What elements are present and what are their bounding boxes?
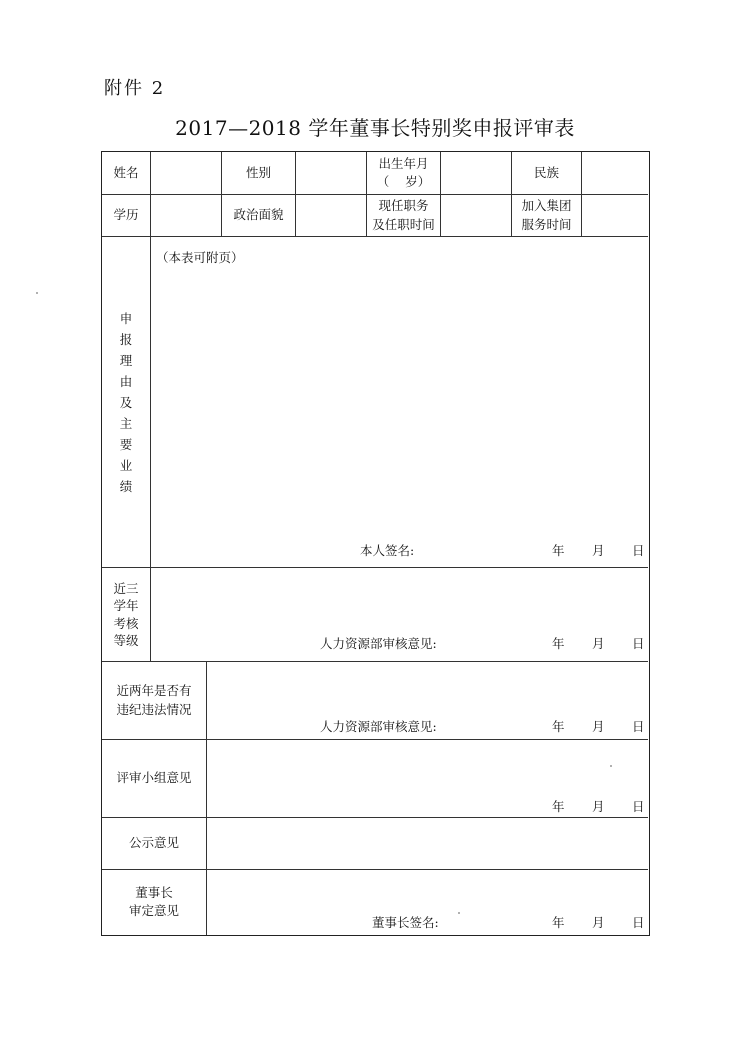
reason-label-char: 报 xyxy=(119,331,133,347)
date-year: 年 xyxy=(552,543,565,558)
discipline-label-line2: 违纪违法情况 xyxy=(116,701,192,717)
birth-input-cell[interactable] xyxy=(441,152,511,194)
grade-label-line: 等级 xyxy=(113,633,139,648)
publicity-label: 公示意见 xyxy=(128,835,179,851)
date-year: 年 xyxy=(552,915,565,930)
political-label: 政治面貌 xyxy=(233,207,284,223)
date-month: 月 xyxy=(592,719,605,734)
join-label-line1: 加入集团 xyxy=(521,198,572,214)
date-day: 日 xyxy=(632,915,645,930)
reason-label-char: 理 xyxy=(119,352,133,368)
date-month: 月 xyxy=(592,799,605,814)
reason-label xyxy=(102,237,150,567)
chairman-sign-label: 董事长签名: xyxy=(372,915,439,930)
discipline-label-line1: 近两年是否有 xyxy=(116,683,192,699)
date-day: 日 xyxy=(632,799,645,814)
chairman-label xyxy=(102,870,206,934)
reason-label-char: 要 xyxy=(119,436,133,452)
education-label: 学历 xyxy=(113,207,139,223)
date-day: 日 xyxy=(632,543,645,558)
date-month: 月 xyxy=(592,915,605,930)
chairman-label-line2: 审定意见 xyxy=(128,903,179,918)
grade-label xyxy=(102,568,150,661)
discipline-label xyxy=(102,662,206,739)
position-label-line2: 及任职时间 xyxy=(372,216,435,232)
attachment-label: 附件 2 xyxy=(104,78,166,99)
application-form-table xyxy=(101,151,650,936)
reason-input-area[interactable] xyxy=(151,237,648,567)
position-input-cell[interactable] xyxy=(441,195,511,236)
reason-label-char: 业 xyxy=(119,457,133,473)
ethnicity-label: 民族 xyxy=(533,164,559,180)
panel-label: 评审小组意见 xyxy=(116,770,192,786)
date-year: 年 xyxy=(552,799,565,814)
join-input-cell[interactable] xyxy=(582,195,648,236)
birth-label-line1: 出生年月 xyxy=(378,155,429,171)
discipline-hr-review-label: 人力资源部审核意见: xyxy=(320,719,437,734)
scan-speck xyxy=(36,292,38,294)
grade-label-line: 近三 xyxy=(113,580,139,596)
panel-input-area[interactable] xyxy=(207,740,648,817)
grade-hr-review-label: 人力资源部审核意见: xyxy=(320,636,437,651)
reason-label-char: 主 xyxy=(119,415,133,431)
scan-speck xyxy=(610,765,612,767)
date-month: 月 xyxy=(592,636,605,651)
publicity-input-area[interactable] xyxy=(207,818,648,869)
gender-input-cell[interactable] xyxy=(296,152,366,194)
grade-label-line: 学年 xyxy=(113,598,139,613)
date-day: 日 xyxy=(632,636,645,651)
name-input-cell[interactable] xyxy=(151,152,221,194)
date-year: 年 xyxy=(552,636,565,651)
ethnicity-input-cell[interactable] xyxy=(582,152,648,194)
date-month: 月 xyxy=(592,543,605,558)
date-day: 日 xyxy=(632,719,645,734)
grade-label-line: 考核 xyxy=(113,615,139,631)
reason-label-char: 申 xyxy=(119,310,133,326)
applicant-sign-label: 本人签名: xyxy=(360,543,415,558)
position-label-line1: 现任职务 xyxy=(378,198,429,214)
position-label xyxy=(367,195,440,236)
name-label: 姓名 xyxy=(113,164,139,180)
reason-label-char: 绩 xyxy=(119,478,133,494)
birth-label-line2: （ 岁） xyxy=(376,174,431,189)
scan-speck xyxy=(458,912,460,914)
birth-label xyxy=(367,152,440,194)
reason-note: （本表可附页） xyxy=(156,250,244,265)
join-label xyxy=(512,195,581,236)
gender-label: 性别 xyxy=(245,164,271,180)
political-input-cell[interactable] xyxy=(296,195,366,236)
form-title: 2017—2018 学年董事长特别奖申报评审表 xyxy=(175,116,575,140)
reason-label-char: 由 xyxy=(119,373,133,389)
education-input-cell[interactable] xyxy=(151,195,221,236)
date-year: 年 xyxy=(552,719,565,734)
join-label-line2: 服务时间 xyxy=(521,216,572,232)
chairman-label-line1: 董事长 xyxy=(135,884,173,900)
reason-label-char: 及 xyxy=(119,394,133,410)
